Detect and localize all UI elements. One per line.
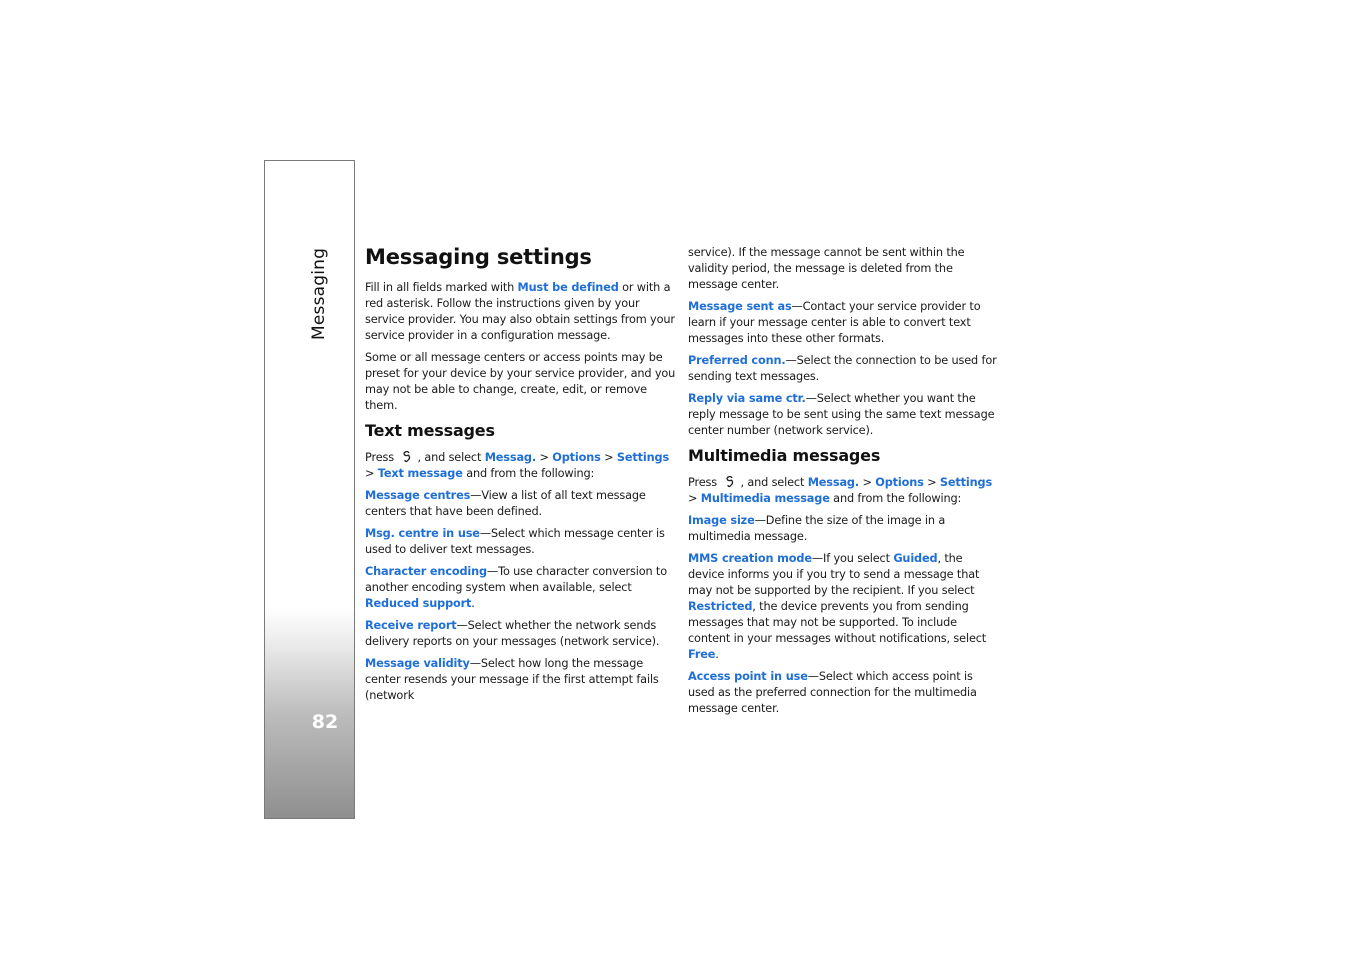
item-preferred-conn: Preferred conn.—Select the connection to be used for sending text messages.: [688, 354, 997, 383]
item-message-validity-continued: service). If the message cannot be sent within the validity period, the message is deleted from the message center.: [688, 246, 965, 291]
item-message-centres: Message centres—View a list of all text message centers that have been defined.: [365, 489, 646, 518]
page-number: 82: [311, 711, 339, 733]
item-message-validity: Message validity—Select how long the message center resends your message if the first attempt fails (network: [365, 657, 659, 702]
keyword-guided: Guided: [893, 552, 938, 565]
keyword-messag: Messag.: [484, 451, 536, 464]
mms-nav-instructions: Press , and select Messag. > Options > Settings > Multimedia message and from the following:: [688, 476, 993, 505]
item-receive-report: Receive report—Select whether the network sends delivery reports on your messages (network service).: [365, 619, 660, 648]
section-title-multimedia-messages: Multimedia messages: [688, 446, 881, 465]
item-image-size: Image size—Define the size of the image in a multimedia message.: [688, 514, 946, 543]
item-mms-creation-mode: MMS creation mode—If you select Guided, the device informs you if you try to send a message that may not be supported by the recipient. If you select Restricted, the device prevents you from sending messages that may not be supported. To include content in your messages without notifications, select Free.: [688, 552, 987, 661]
keyword-multimedia-message: Multimedia message: [700, 492, 830, 505]
item-message-sent-as: Message sent as—Contact your service provider to learn if your message center is able to convert text messages into these other formats.: [688, 300, 981, 345]
keyword-text-message: Text message: [377, 467, 463, 480]
section-title-text-messages: Text messages: [365, 421, 495, 440]
keyword-options: Options: [552, 451, 601, 464]
keyword-options: Options: [875, 476, 924, 489]
text-nav-instructions: Press , and select Messag. > Options > Settings > Text message and from the following:: [365, 451, 670, 480]
keyword-settings: Settings: [939, 476, 993, 489]
intro-paragraph-1: Fill in all fields marked with Must be defined or with a red asterisk. Follow the instructions given by your service provider. You may also obtain settings from your service provider in a configuration message.: [365, 281, 675, 342]
page-title: Messaging settings: [365, 245, 592, 269]
item-character-encoding: Character encoding—To use character conversion to another encoding system when available, select Reduced support.: [365, 565, 667, 610]
intro-paragraph-2: Some or all message centers or access points may be preset for your device by your service provider, and you may not be able to change, create, edit, or remove them.: [365, 351, 676, 412]
menu-key-icon: [398, 451, 416, 463]
keyword-must-be-defined: Must be defined: [517, 281, 619, 294]
right-column: [688, 245, 1000, 723]
keyword-restricted: Restricted: [688, 600, 753, 613]
section-tab-title: Messaging: [309, 247, 329, 340]
item-reply-via-same-ctr: Reply via same ctr.—Select whether you want the reply message to be sent using the same text message center number (network service).: [688, 392, 995, 437]
keyword-messag: Messag.: [807, 476, 859, 489]
left-column: [365, 243, 677, 710]
item-access-point-in-use: Access point in use—Select which access point is used as the preferred connection for the multimedia message center.: [688, 670, 977, 715]
item-msg-centre-in-use: Msg. centre in use—Select which message center is used to deliver text messages.: [365, 527, 665, 556]
keyword-settings: Settings: [616, 451, 670, 464]
menu-key-icon: [721, 476, 739, 488]
keyword-free: Free: [688, 648, 716, 661]
